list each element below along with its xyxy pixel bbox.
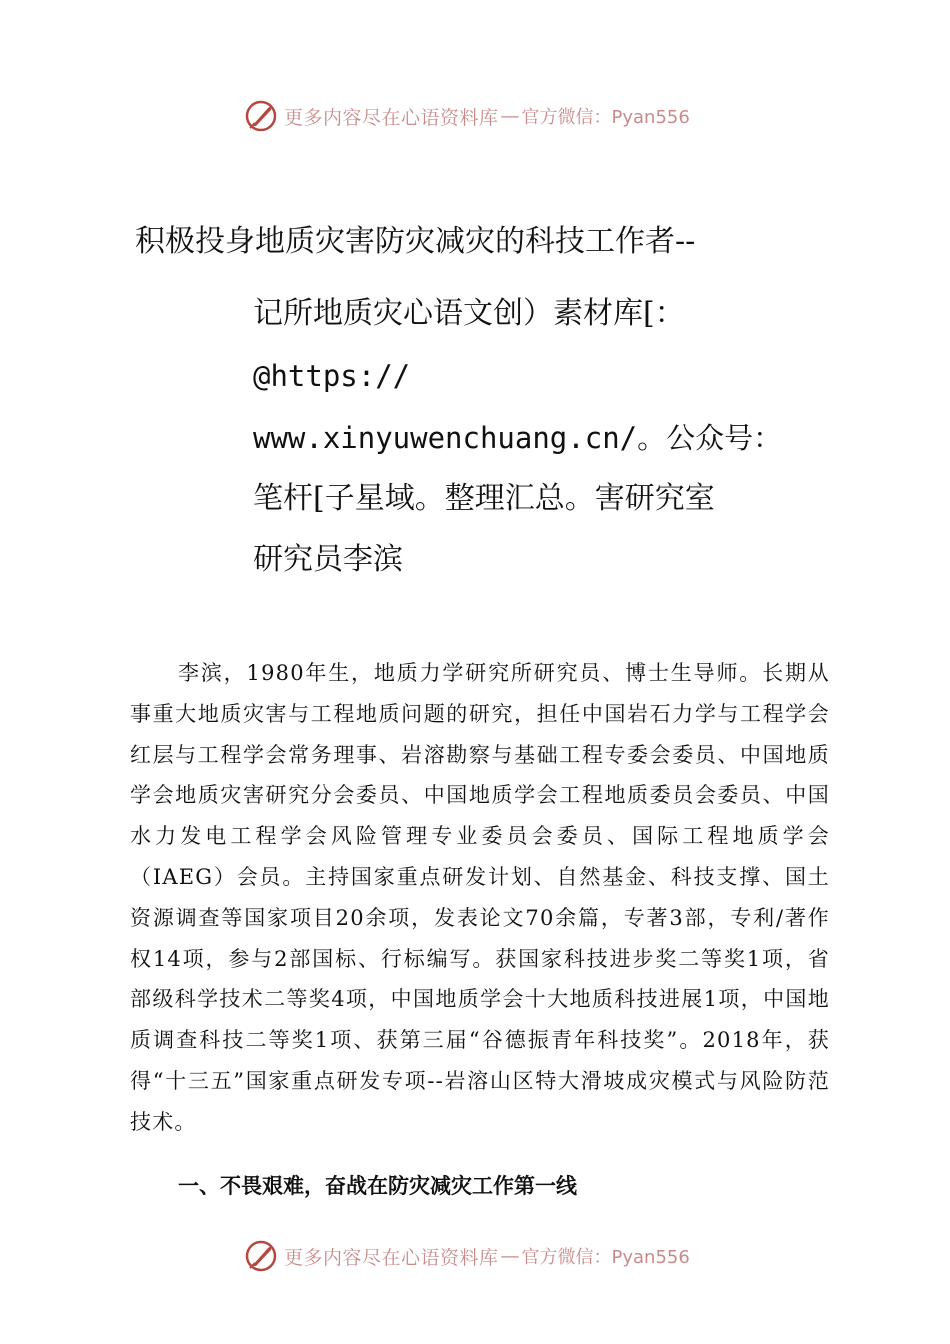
- header-banner: [244, 96, 764, 136]
- quill-logo-icon: [244, 1239, 278, 1273]
- title-line-3: @https://: [253, 359, 411, 393]
- title-line-1: 积极投身地质灾害防灾减灾的科技工作者--: [135, 224, 696, 259]
- body-paragraph: 李滨，1980年生，地质力学研究所研究员、博士生导师。长期从事重大地质灾害与工程地质问题的研究，担任中国岩石力学与工程学会红层与工程学会常务理事、岩溶勘察与基础工程专委会委员、中国地质学会地质灾害研究分会委员、中国地质学会工程地质委员会委员、中国水力发电工程学会风险管理专业委员会委员、国际工程地质学会（IAEG）会员。主持国家重点研发计划、自然基金、科技支撑、国土资源调查等国家项目20余项，发表论文70余篇，专著3部，专利/著作权14项，参与2部国标、行标编写。获国家科技进步奖二等奖1项，省部级科学技术二等奖4项，中国地质学会十大地质科技进展1项，中国地质调查科技二等奖1项、获第三届“谷德振青年科技奖”。2018年，获得“十三五”国家重点研发专项--岩溶山区特大滑坡成灾模式与风险防范技术。: [130, 661, 830, 1134]
- banner-text: 更多内容尽在心语资料库: [284, 106, 499, 129]
- banner-text: 更多内容尽在心语资料库: [284, 1246, 499, 1269]
- footer-banner: [244, 1236, 764, 1276]
- title-line-5: 笔杆[子星域。整理汇总。害研究室: [253, 481, 715, 516]
- title-line-4: www.xinyuwenchuang.cn/。公众号：: [253, 421, 783, 455]
- banner-separator: —: [500, 105, 520, 127]
- quill-logo-icon: [244, 99, 278, 133]
- banner-contact: 官方微信：Pyan556: [521, 107, 690, 128]
- banner-separator: —: [500, 1245, 520, 1267]
- title-line-6: 研究员李滨: [253, 542, 403, 577]
- banner-contact: 官方微信：Pyan556: [521, 1247, 690, 1268]
- title-line-2: 记所地质灾心语文创）素材库[：: [253, 296, 685, 331]
- section-heading: 一、不畏艰难，奋战在防灾减灾工作第一线: [178, 1174, 577, 1198]
